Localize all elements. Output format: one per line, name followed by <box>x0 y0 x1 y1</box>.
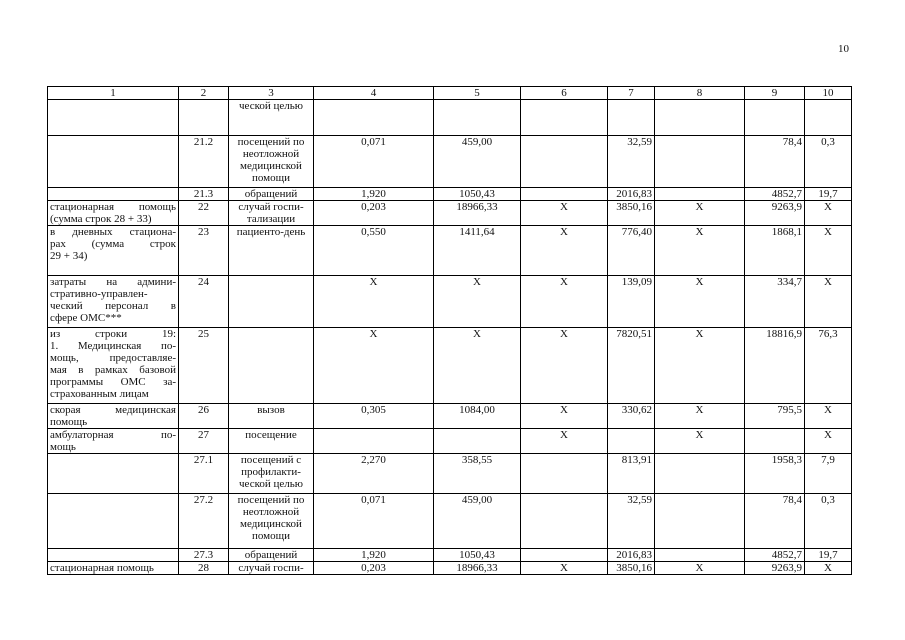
budget-per-capita-cell <box>521 100 608 136</box>
indicator-cell <box>48 201 179 226</box>
cell-line: обращений <box>244 549 298 561</box>
table-row <box>48 562 852 575</box>
budget-total-cell <box>655 100 745 136</box>
oms-total-cell <box>745 429 805 454</box>
budget-total-cell <box>655 494 745 549</box>
cell-line: страхованным лицам <box>50 388 149 400</box>
budget-total-cell: X <box>655 404 745 429</box>
percent-cell: X <box>805 562 852 575</box>
row-number-cell: 27.3 <box>179 549 229 562</box>
volume-norm-cell: 0,305 <box>314 404 434 429</box>
budget-per-capita-cell: X <box>521 562 608 575</box>
cell-line: тализации <box>246 213 296 225</box>
budget-total-cell <box>655 549 745 562</box>
table-row <box>48 454 852 494</box>
indicator-cell <box>48 404 179 429</box>
budget-per-capita-cell <box>521 136 608 188</box>
indicator-cell <box>48 276 179 328</box>
indicator-cell <box>48 188 179 201</box>
table-row <box>48 328 852 404</box>
page-number: 10 <box>838 43 849 55</box>
cost-norm-cell: X <box>434 328 521 404</box>
oms-per-capita-cell: 776,40 <box>608 226 655 276</box>
budget-per-capita-cell <box>521 549 608 562</box>
budget-total-cell <box>655 188 745 201</box>
row-number-cell: 27 <box>179 429 229 454</box>
budget-per-capita-cell: X <box>521 404 608 429</box>
percent-cell: 0,3 <box>805 494 852 549</box>
cell-line: профилакти- <box>241 466 301 478</box>
cost-norm-cell <box>434 429 521 454</box>
budget-per-capita-cell: X <box>521 429 608 454</box>
table-row <box>48 276 852 328</box>
cell-line: 1. Медицинская по- <box>50 340 176 352</box>
unit-cell <box>229 454 314 494</box>
cell-line: стационарная помощь <box>50 201 176 213</box>
oms-per-capita-cell: 2016,83 <box>608 549 655 562</box>
volume-norm-cell <box>314 429 434 454</box>
table-row <box>48 201 852 226</box>
volume-norm-cell: 0,071 <box>314 494 434 549</box>
row-number-cell: 27.1 <box>179 454 229 494</box>
oms-total-cell: 795,5 <box>745 404 805 429</box>
cell-line: стационарная помощь <box>50 562 154 574</box>
oms-per-capita-cell: 813,91 <box>608 454 655 494</box>
budget-total-cell: X <box>655 276 745 328</box>
unit-cell <box>229 562 314 575</box>
cell-line: в дневных стациона- <box>50 226 176 238</box>
column-number: 5 <box>434 87 521 100</box>
unit-cell <box>229 188 314 201</box>
volume-norm-cell: 0,071 <box>314 136 434 188</box>
budget-total-cell: X <box>655 226 745 276</box>
table-row <box>48 404 852 429</box>
volume-norm-cell <box>314 100 434 136</box>
unit-cell <box>229 100 314 136</box>
cell-line: случай госпи- <box>238 201 304 213</box>
indicator-cell <box>48 562 179 575</box>
cost-norm-cell <box>434 100 521 136</box>
cell-line: посещений с <box>240 454 302 466</box>
column-number: 4 <box>314 87 434 100</box>
cell-line: ческой целью <box>239 478 303 490</box>
cell-line: мощь, предоставляе- <box>50 352 176 364</box>
cost-norm-cell: 459,00 <box>434 494 521 549</box>
oms-total-cell: 4852,7 <box>745 188 805 201</box>
cell-line: программы ОМС за- <box>50 376 176 388</box>
indicator-cell <box>48 494 179 549</box>
oms-per-capita-cell <box>608 100 655 136</box>
budget-total-cell: X <box>655 562 745 575</box>
cell-line: посещение <box>245 429 297 441</box>
budget-per-capita-cell <box>521 454 608 494</box>
budget-total-cell: X <box>655 429 745 454</box>
unit-cell <box>229 201 314 226</box>
cost-norm-cell: 18966,33 <box>434 562 521 575</box>
oms-per-capita-cell: 3850,16 <box>608 562 655 575</box>
row-number-cell: 21.3 <box>179 188 229 201</box>
row-number-cell: 27.2 <box>179 494 229 549</box>
oms-total-cell: 78,4 <box>745 136 805 188</box>
budget-total-cell: X <box>655 201 745 226</box>
indicator-cell <box>48 429 179 454</box>
financing-table <box>47 86 852 575</box>
row-number-cell: 28 <box>179 562 229 575</box>
unit-cell <box>229 429 314 454</box>
cell-line: 29 + 34) <box>50 250 88 262</box>
volume-norm-cell: 0,550 <box>314 226 434 276</box>
unit-cell <box>229 276 314 328</box>
oms-total-cell: 1958,3 <box>745 454 805 494</box>
column-number: 8 <box>655 87 745 100</box>
indicator-cell <box>48 100 179 136</box>
table-row <box>48 429 852 454</box>
budget-total-cell: X <box>655 328 745 404</box>
column-number-row <box>48 87 852 100</box>
oms-total-cell <box>745 100 805 136</box>
row-number-cell: 22 <box>179 201 229 226</box>
indicator-cell <box>48 328 179 404</box>
oms-per-capita-cell: 32,59 <box>608 494 655 549</box>
cell-line: мая в рамках базовой <box>50 364 176 376</box>
percent-cell: X <box>805 201 852 226</box>
volume-norm-cell: 0,203 <box>314 201 434 226</box>
budget-per-capita-cell: X <box>521 226 608 276</box>
unit-cell <box>229 494 314 549</box>
unit-cell <box>229 328 314 404</box>
cell-line: медицинской <box>240 518 302 530</box>
budget-total-cell <box>655 454 745 494</box>
oms-per-capita-cell: 139,09 <box>608 276 655 328</box>
cell-line: затраты на админи- <box>50 276 176 288</box>
budget-per-capita-cell: X <box>521 276 608 328</box>
oms-total-cell: 4852,7 <box>745 549 805 562</box>
column-number: 9 <box>745 87 805 100</box>
unit-cell <box>229 404 314 429</box>
cost-norm-cell: 1411,64 <box>434 226 521 276</box>
table-row <box>48 226 852 276</box>
cell-line: ческой целью <box>239 100 303 112</box>
cell-line: пациенто-день <box>236 226 306 238</box>
percent-cell: 76,3 <box>805 328 852 404</box>
volume-norm-cell: 0,203 <box>314 562 434 575</box>
oms-total-cell: 78,4 <box>745 494 805 549</box>
oms-total-cell: 334,7 <box>745 276 805 328</box>
row-number-cell: 21.2 <box>179 136 229 188</box>
budget-total-cell <box>655 136 745 188</box>
cell-line: помощи <box>252 530 290 542</box>
cell-line: мощь <box>50 441 76 453</box>
cell-line: рах (сумма строк <box>50 238 176 250</box>
unit-cell <box>229 549 314 562</box>
budget-per-capita-cell: X <box>521 328 608 404</box>
oms-total-cell: 9263,9 <box>745 201 805 226</box>
unit-cell <box>229 226 314 276</box>
cell-line: скорая медицинская <box>50 404 176 416</box>
oms-total-cell: 9263,9 <box>745 562 805 575</box>
row-number-cell: 26 <box>179 404 229 429</box>
volume-norm-cell: X <box>314 328 434 404</box>
oms-per-capita-cell: 3850,16 <box>608 201 655 226</box>
percent-cell <box>805 100 852 136</box>
indicator-cell <box>48 226 179 276</box>
row-number-cell: 24 <box>179 276 229 328</box>
percent-cell: 0,3 <box>805 136 852 188</box>
table-body <box>48 87 852 575</box>
cost-norm-cell: 1050,43 <box>434 188 521 201</box>
table-row <box>48 549 852 562</box>
column-number: 7 <box>608 87 655 100</box>
cell-line: из строки 19: <box>50 328 176 340</box>
row-number-cell <box>179 100 229 136</box>
oms-total-cell: 1868,1 <box>745 226 805 276</box>
cost-norm-cell: 18966,33 <box>434 201 521 226</box>
oms-per-capita-cell <box>608 429 655 454</box>
column-number: 3 <box>229 87 314 100</box>
indicator-cell <box>48 549 179 562</box>
cell-line: посещений по <box>237 494 305 506</box>
oms-total-cell: 18816,9 <box>745 328 805 404</box>
oms-per-capita-cell: 32,59 <box>608 136 655 188</box>
cell-line: помощь <box>50 416 88 428</box>
budget-per-capita-cell <box>521 494 608 549</box>
volume-norm-cell: 1,920 <box>314 188 434 201</box>
unit-cell <box>229 136 314 188</box>
cell-line: неотложной <box>242 148 300 160</box>
column-number: 1 <box>48 87 179 100</box>
cell-line: случай госпи- <box>238 562 304 574</box>
percent-cell: X <box>805 429 852 454</box>
cell-line: неотложной <box>242 506 300 518</box>
oms-per-capita-cell: 330,62 <box>608 404 655 429</box>
cell-line: посещений по <box>237 136 305 148</box>
indicator-cell <box>48 454 179 494</box>
cell-line: медицинской <box>240 160 302 172</box>
volume-norm-cell: 1,920 <box>314 549 434 562</box>
row-number-cell: 25 <box>179 328 229 404</box>
oms-per-capita-cell: 7820,51 <box>608 328 655 404</box>
cost-norm-cell: X <box>434 276 521 328</box>
cell-line: стративно-управлен- <box>50 288 148 300</box>
volume-norm-cell: X <box>314 276 434 328</box>
percent-cell: X <box>805 404 852 429</box>
percent-cell: 19,7 <box>805 549 852 562</box>
cost-norm-cell: 459,00 <box>434 136 521 188</box>
cell-line: амбулаторная по- <box>50 429 176 441</box>
oms-per-capita-cell: 2016,83 <box>608 188 655 201</box>
column-number: 10 <box>805 87 852 100</box>
volume-norm-cell: 2,270 <box>314 454 434 494</box>
cell-line: обращений <box>244 188 298 200</box>
percent-cell: 19,7 <box>805 188 852 201</box>
percent-cell: 7,9 <box>805 454 852 494</box>
percent-cell: X <box>805 226 852 276</box>
indicator-cell <box>48 136 179 188</box>
table-row <box>48 100 852 136</box>
cell-line: помощи <box>252 172 290 184</box>
cost-norm-cell: 358,55 <box>434 454 521 494</box>
budget-per-capita-cell <box>521 188 608 201</box>
cell-line: вызов <box>257 404 285 416</box>
table-row <box>48 494 852 549</box>
cell-line: ческий персонал в <box>50 300 176 312</box>
column-number: 6 <box>521 87 608 100</box>
table-row <box>48 136 852 188</box>
cell-line: сфере ОМС*** <box>50 312 122 324</box>
cell-line: (сумма строк 28 + 33) <box>50 213 152 225</box>
column-number: 2 <box>179 87 229 100</box>
row-number-cell: 23 <box>179 226 229 276</box>
budget-per-capita-cell: X <box>521 201 608 226</box>
percent-cell: X <box>805 276 852 328</box>
cost-norm-cell: 1084,00 <box>434 404 521 429</box>
cost-norm-cell: 1050,43 <box>434 549 521 562</box>
table-row <box>48 188 852 201</box>
